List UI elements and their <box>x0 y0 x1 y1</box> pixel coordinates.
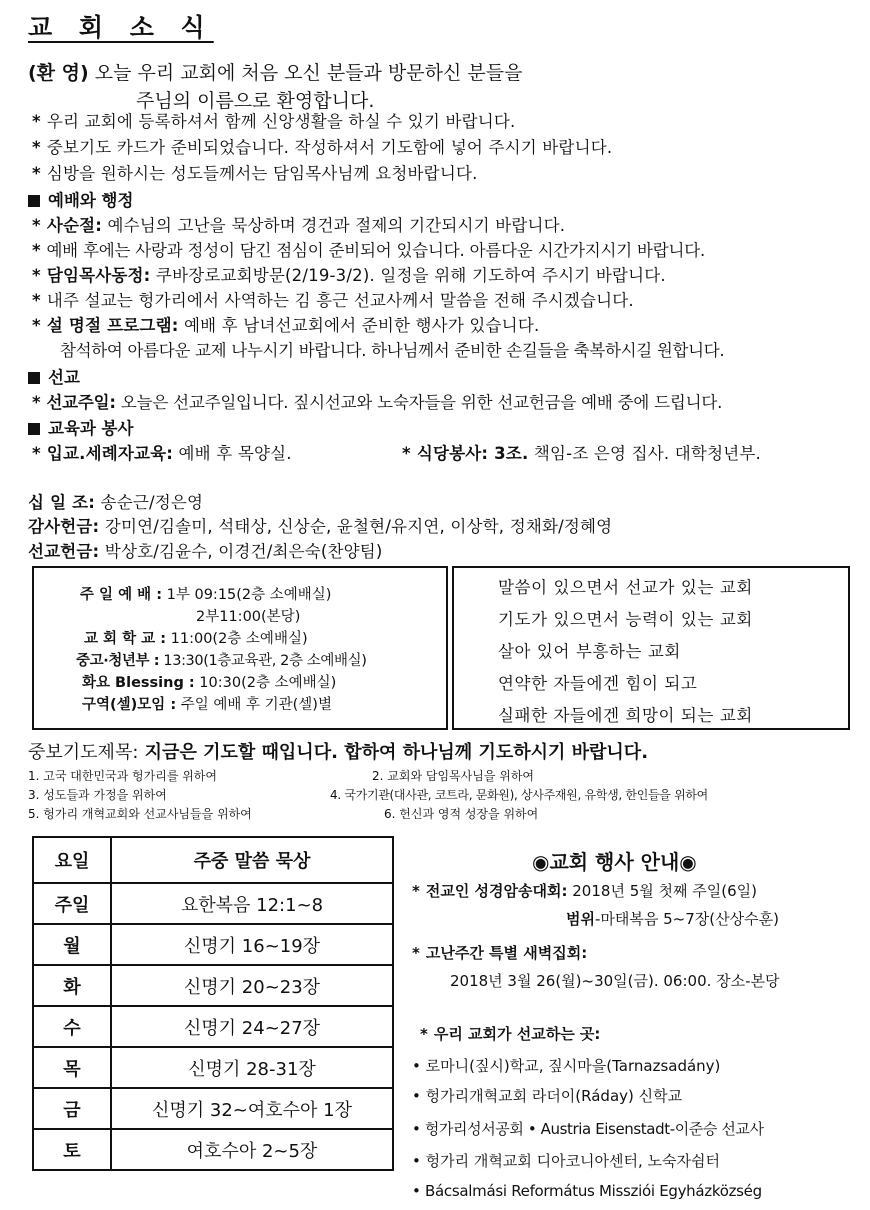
item-label: 식당봉사: 3조. <box>416 444 529 463</box>
event-line: * 전교인 성경암송대회: 2018년 5월 첫째 주일(6일) <box>412 882 757 900</box>
item-text: 책임-조 은영 집사. 대학청년부. <box>528 444 761 463</box>
prayer-item: 1. 고국 대한민국과 헝가리를 위하여 <box>28 769 217 783</box>
motto-line: 살아 있어 부흥하는 교회 <box>498 642 681 661</box>
mission-place-text: 로마니(짚시)학교, 짚시마을(Tarnazsadány) <box>425 1057 721 1075</box>
offering-label: 감사헌금: <box>28 517 100 536</box>
mission-place-text: 헝가리 개혁교회 디아코니아센터, 노숙자쉼터 <box>425 1152 721 1170</box>
day-cell: 목 <box>33 1047 111 1088</box>
day-cell: 토 <box>33 1129 111 1170</box>
mission-item: * 선교주일: 오늘은 선교주일입니다. 짚시선교와 노숙자들을 위한 선교헌금을 예배 중에 드립니다. <box>32 393 723 412</box>
reading-cell: 여호수아 2~5장 <box>111 1129 393 1170</box>
table-row <box>33 1129 393 1170</box>
day-cell: 화 <box>33 965 111 1006</box>
offering-line <box>28 513 612 537</box>
schedule-row <box>80 584 331 606</box>
motto-line: 말씀이 있으면서 선교가 있는 교회 <box>498 578 753 597</box>
event-line: * 고난주간 특별 새벽집회: <box>412 944 588 962</box>
offering-label: 선교헌금: <box>28 542 100 561</box>
item-text: 내주 설교는 헝가리에서 사역하는 김 흥근 선교사께서 말씀을 전해 주시겠습니다. <box>46 291 634 310</box>
day-cell: 주일 <box>33 883 111 924</box>
welcome-label: (환 영) <box>28 62 89 84</box>
table-row <box>33 1006 393 1047</box>
schedule-row <box>76 650 366 672</box>
welcome-item: * 우리 교회에 등록하셔서 함께 신앙생활을 하실 수 있기 바랍니다. <box>32 112 516 131</box>
welcome-item-text: 심방을 원하시는 성도들께서는 담임목사님께 요청바랍니다. <box>46 164 478 183</box>
item-label: 담임목사동정: <box>46 266 151 285</box>
day-cell: 월 <box>33 924 111 965</box>
header-text: 주중 말씀 묵상 <box>111 837 393 883</box>
event-label: 범위 <box>566 910 595 928</box>
section-heading-education <box>28 415 133 439</box>
offering-line <box>28 538 383 562</box>
event-label: 고난주간 특별 새벽집회: <box>425 944 588 962</box>
welcome-line <box>28 60 522 86</box>
motto-line: 기도가 있으면서 능력이 있는 교회 <box>498 610 753 629</box>
event-text: 2018년 5월 첫째 주일(6일) <box>567 882 757 900</box>
item-text: 예배 후 남녀선교회에서 준비한 행사가 있습니다. <box>178 316 540 335</box>
prayer-text: 지금은 기도할 때입니다. 합하여 하나님께 기도하시기 바랍니다. <box>138 742 649 763</box>
section-heading-text: 교육과 봉사 <box>48 419 134 438</box>
welcome-item: * 중보기도 카드가 준비되었습니다. 작성하셔서 기도함에 넣어 주시기 바랍니다. <box>32 138 613 157</box>
welcome-item-text: 중보기도 카드가 준비되었습니다. 작성하셔서 기도함에 넣어 주시기 바랍니다. <box>46 138 613 157</box>
schedule-row <box>84 628 308 650</box>
offering-names: 송순근/정은영 <box>95 493 204 512</box>
motto-line: 연약한 자들에겐 힘이 되고 <box>498 674 698 693</box>
mission-place: • 헝가리성서공회 • Austria Eisenstadt-이준승 선교사 <box>412 1120 764 1138</box>
worship-item-continuation: 참석하여 아름다운 교제 나누시기 바랍니다. 하나님께서 준비한 손길들을 축복하시길 원합니다. <box>60 341 725 360</box>
offering-names: 강미연/김솔미, 석태상, 신상순, 윤철현/유지연, 이상학, 정채화/정혜영 <box>99 517 613 536</box>
schedule-label: 구역(셀)모임 : <box>82 697 177 713</box>
education-item: * 입교.세례자교육: 예배 후 목양실. <box>32 444 292 463</box>
missions-heading: * 우리 교회가 선교하는 곳: <box>420 1025 601 1043</box>
mission-place: • 헝가리개혁교회 라더이(Ráday) 신학교 <box>412 1087 683 1105</box>
welcome-text-2: 주님의 이름으로 환영합니다. <box>136 90 375 112</box>
table-header-row <box>33 837 393 883</box>
section-heading-text: 예배와 행정 <box>48 191 134 210</box>
schedule-label: 주 일 예 배 : <box>80 587 163 603</box>
prayer-item: 4. 국가기관(대사관, 코트라, 문화원), 상사주재원, 유학생, 한인들을 위하여 <box>330 788 708 802</box>
schedule-label: 교 회 학 교 : <box>84 631 167 647</box>
table-row <box>33 1088 393 1129</box>
reading-cell: 신명기 28-31장 <box>111 1047 393 1088</box>
item-text: 예배 후 목양실. <box>173 444 292 463</box>
mission-place-text: Bácsalmási Református Missziói Egyházközség <box>425 1182 762 1200</box>
prayer-item: 2. 교회와 담임목사님을 위하여 <box>372 769 534 783</box>
schedule-row <box>82 694 332 716</box>
offering-line <box>28 489 203 513</box>
item-text: 예배 후에는 사랑과 정성이 담긴 점심이 준비되어 있습니다. 아름다운 시간가지시기 바랍니다. <box>46 241 706 260</box>
worship-item: * 설 명절 프로그램: 예배 후 남녀선교회에서 준비한 행사가 있습니다. <box>32 316 540 335</box>
schedule-row <box>196 606 300 628</box>
prayer-title <box>28 738 648 764</box>
reading-cell: 신명기 16~19장 <box>111 924 393 965</box>
schedule-time: 1부 09:15(2층 소예배실) <box>162 587 332 603</box>
mission-place: • Bácsalmási Református Missziói Egyházközség <box>412 1182 762 1200</box>
offering-names: 박상호/김윤수, 이경건/최은숙(찬양팀) <box>99 542 383 561</box>
table-row <box>33 965 393 1006</box>
table-row <box>33 883 393 924</box>
item-text: 쿠바장로교회방문(2/19-3/2). 일정을 위해 기도하여 주시기 바랍니다. <box>150 266 666 285</box>
prayer-item: 6. 헌신과 영적 성장을 위하여 <box>384 807 539 821</box>
schedule-label: 중고·청년부 : <box>76 653 160 669</box>
schedule-row <box>82 672 336 694</box>
event-label: 전교인 성경암송대회: <box>425 882 568 900</box>
motto-line: 실패한 자들에겐 희망이 되는 교회 <box>498 706 753 725</box>
weekly-meditation-table <box>32 836 394 1171</box>
square-bullet-icon <box>28 423 40 435</box>
welcome-item-text: 우리 교회에 등록하셔서 함께 신앙생활을 하실 수 있기 바랍니다. <box>46 112 516 131</box>
header-day: 요일 <box>33 837 111 883</box>
welcome-item: * 심방을 원하시는 성도들께서는 담임목사님께 요청바랍니다. <box>32 164 478 183</box>
section-heading-mission <box>28 364 80 388</box>
item-text: 오늘은 선교주일입니다. 짚시선교와 노숙자들을 위한 선교헌금을 예배 중에 드립니다. <box>115 393 723 412</box>
table-row <box>33 1047 393 1088</box>
service-item: * 식당봉사: 3조. 책임-조 은영 집사. 대학청년부. <box>402 444 761 463</box>
worship-item: * 담임목사동정: 쿠바장로교회방문(2/19-3/2). 일정을 위해 기도하여 주시기 바랍니다. <box>32 266 666 285</box>
section-heading-text: 선교 <box>48 368 80 387</box>
worship-item: * 사순절: 예수님의 고난을 묵상하며 경건과 절제의 기간되시기 바랍니다. <box>32 216 566 235</box>
square-bullet-icon <box>28 372 40 384</box>
missions-label: 우리 교회가 선교하는 곳: <box>433 1025 601 1043</box>
welcome-text-1: 오늘 우리 교회에 처음 오신 분들과 방문하신 분들을 <box>88 62 523 84</box>
item-label: 사순절: <box>46 216 103 235</box>
event-text: -마태복음 5~7장(산상수훈) <box>594 910 779 928</box>
schedule-time: 13:30(1층교육관, 2층 소예배실) <box>159 653 367 669</box>
table-row <box>33 924 393 965</box>
square-bullet-icon <box>28 195 40 207</box>
worship-item: * 내주 설교는 헝가리에서 사역하는 김 흥근 선교사께서 말씀을 전해 주시겠습니다. <box>32 291 634 310</box>
section-heading-worship <box>28 187 133 211</box>
prayer-label: 중보기도제목: <box>28 742 139 763</box>
event-line <box>566 908 779 929</box>
reading-cell: 신명기 32~여호수아 1장 <box>111 1088 393 1129</box>
schedule-time: 2부11:00(본당) <box>196 609 301 625</box>
prayer-item: 5. 헝가리 개혁교회와 선교사님들을 위하여 <box>28 807 252 821</box>
item-label: 선교주일: <box>46 393 116 412</box>
day-cell: 수 <box>33 1006 111 1047</box>
mission-place: • 로마니(짚시)학교, 짚시마을(Tarnazsadány) <box>412 1057 721 1075</box>
reading-cell: 신명기 24~27장 <box>111 1006 393 1047</box>
worship-item: * 예배 후에는 사랑과 정성이 담긴 점심이 준비되어 있습니다. 아름다운 시간가지시기 바랍니다. <box>32 241 706 260</box>
mission-place-text: 헝가리개혁교회 라더이(Ráday) 신학교 <box>425 1087 683 1105</box>
reading-cell: 신명기 20~23장 <box>111 965 393 1006</box>
event-text: 2018년 3월 26(월)~30일(금). 06:00. 장소-본당 <box>450 972 780 990</box>
page-title: 교 회 소 식 <box>28 13 214 42</box>
schedule-time: 11:00(2층 소예배실) <box>166 631 308 647</box>
prayer-item: 3. 성도들과 가정을 위하여 <box>28 788 167 802</box>
item-text: 예수님의 고난을 묵상하며 경건과 절제의 기간되시기 바랍니다. <box>102 216 566 235</box>
item-label: 설 명절 프로그램: <box>46 316 179 335</box>
schedule-time: 주일 예배 후 기관(셀)별 <box>176 697 332 713</box>
events-title: ◉교회 행사 안내◉ <box>532 850 697 874</box>
item-label: 입교.세례자교육: <box>46 444 174 463</box>
mission-place: • 헝가리 개혁교회 디아코니아센터, 노숙자쉼터 <box>412 1152 721 1170</box>
schedule-label: 화요 Blessing : <box>82 675 195 691</box>
schedule-time: 10:30(2층 소예배실) <box>194 675 337 691</box>
offering-label: 십 일 조: <box>28 493 96 512</box>
day-cell: 금 <box>33 1088 111 1129</box>
reading-cell: 요한복음 12:1~8 <box>111 883 393 924</box>
mission-place-text: 헝가리성서공회 • Austria Eisenstadt-이준승 선교사 <box>424 1120 764 1138</box>
